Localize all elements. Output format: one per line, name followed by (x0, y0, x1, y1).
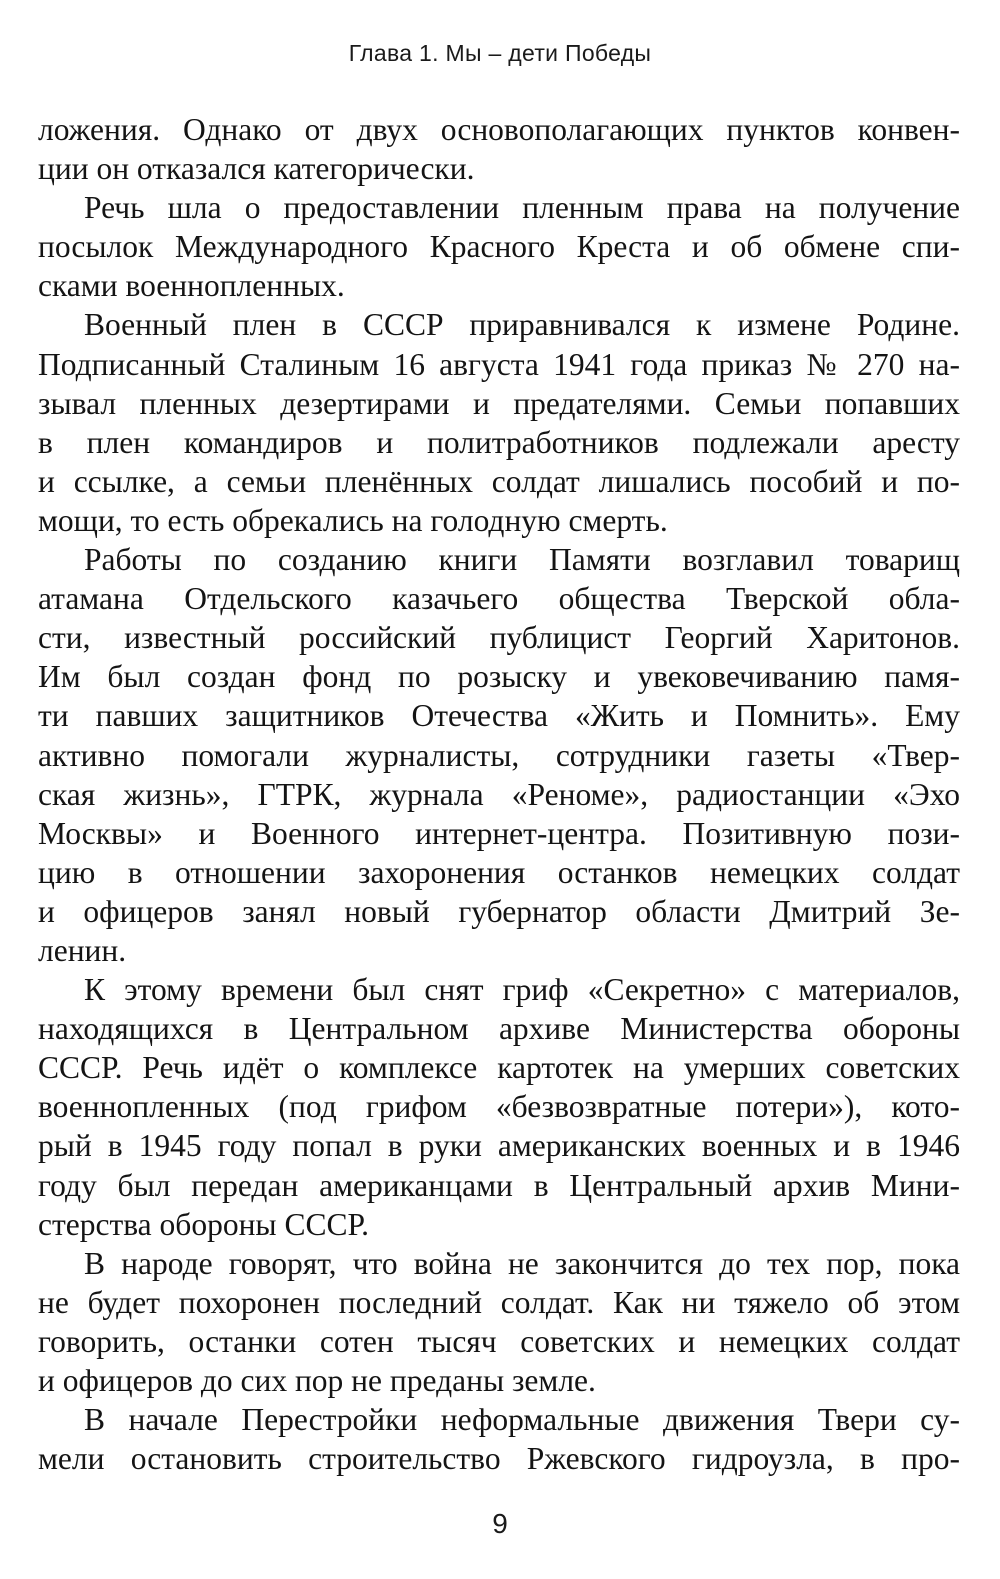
text-line: посылок Международного Красного Креста и об обмене спи- (38, 229, 960, 265)
text-line: Москвы» и Военного интернет-центра. Позитивную пози- (38, 815, 960, 851)
text-line: СССР. Речь идёт о комплексе картотек на умерших советских (38, 1050, 960, 1086)
text-line: ции он отказался категорически. (38, 151, 475, 187)
paragraph (38, 540, 960, 970)
text-line: цию в отношении захоронения останков немецких солдат (38, 854, 960, 890)
text-line: ленин. (38, 932, 127, 968)
text-line: стерства обороны СССР. (38, 1206, 369, 1242)
text-line: рый в 1945 году попал в руки американских военных и в 1946 (38, 1128, 960, 1164)
text-line: военнопленных (под грифом «безвозвратные потери»), кото- (38, 1089, 960, 1125)
text-line: и офицеров занял новый губернатор области Дмитрий Зе- (38, 893, 960, 929)
page-number: 9 (492, 1508, 508, 1539)
text-line: и ссылке, а семьи пленённых солдат лишались пособий и по- (38, 463, 960, 499)
text-line: не будет похоронен последний солдат. Как ни тяжело об этом (38, 1284, 960, 1320)
text-line: зывал пленных дезертирами и предателями. Семьи попавших (38, 385, 960, 421)
text-line: атамана Отдельского казачьего общества Тверской обла- (38, 581, 960, 617)
text-line: Подписанный Сталиным 16 августа 1941 года приказ № 270 на- (38, 346, 960, 382)
text-line: находящихся в Центральном архиве Министерства обороны (38, 1011, 960, 1047)
text-line: Им был создан фонд по розыску и увековечиванию памя- (38, 659, 960, 695)
text-line: Военный плен в СССР приравнивался к измене Родине. (84, 307, 960, 343)
text-line: мощи, то есть обрекались на голодную смерть. (38, 502, 668, 538)
text-line: и офицеров до сих пор не преданы земле. (38, 1363, 596, 1398)
text-line: К этому времени был снят гриф «Секретно» с материалов, (84, 972, 960, 1008)
paragraph (38, 1400, 960, 1478)
text-line: Речь шла о предоставлении пленным права на получение (84, 190, 960, 226)
text-line: году был передан американцами в Центральный архив Мини- (38, 1167, 960, 1203)
text-line: сками военнопленных. (38, 268, 345, 304)
text-line: ти павших защитников Отечества «Жить и Помнить». Ему (38, 698, 960, 734)
text-line: В начале Перестройки неформальные движения Твери су- (84, 1402, 960, 1438)
paragraph (38, 1244, 960, 1400)
paragraph (38, 970, 960, 1244)
text-line: Работы по созданию книги Памяти возглавил товарищ (84, 542, 960, 578)
text-line: мели остановить строительство Ржевского гидроузла, в про- (38, 1441, 960, 1477)
text-line: В народе говорят, что война не закончится до тех пор, пока (84, 1245, 960, 1281)
text-line: сти, известный российский публицист Георгий Харитонов. (38, 620, 960, 656)
running-head-chapter-title: Глава 1. Мы – дети Победы (348, 40, 652, 66)
paragraph (38, 188, 960, 305)
text-line: ская жизнь», ГТРК, журнала «Реноме», радиостанции «Эхо (38, 776, 960, 812)
body-text (38, 110, 960, 1478)
text-line: говорить, останки сотен тысяч советских и немецких солдат (38, 1323, 960, 1359)
text-line: активно помогали журналисты, сотрудники газеты «Твер- (38, 737, 960, 773)
paragraph (38, 305, 960, 540)
text-line: ложения. Однако от двух основополагающих пунктов конвен- (38, 112, 960, 147)
text-line: в плен командиров и политработников подлежали аресту (38, 424, 960, 460)
paragraph (38, 110, 960, 188)
